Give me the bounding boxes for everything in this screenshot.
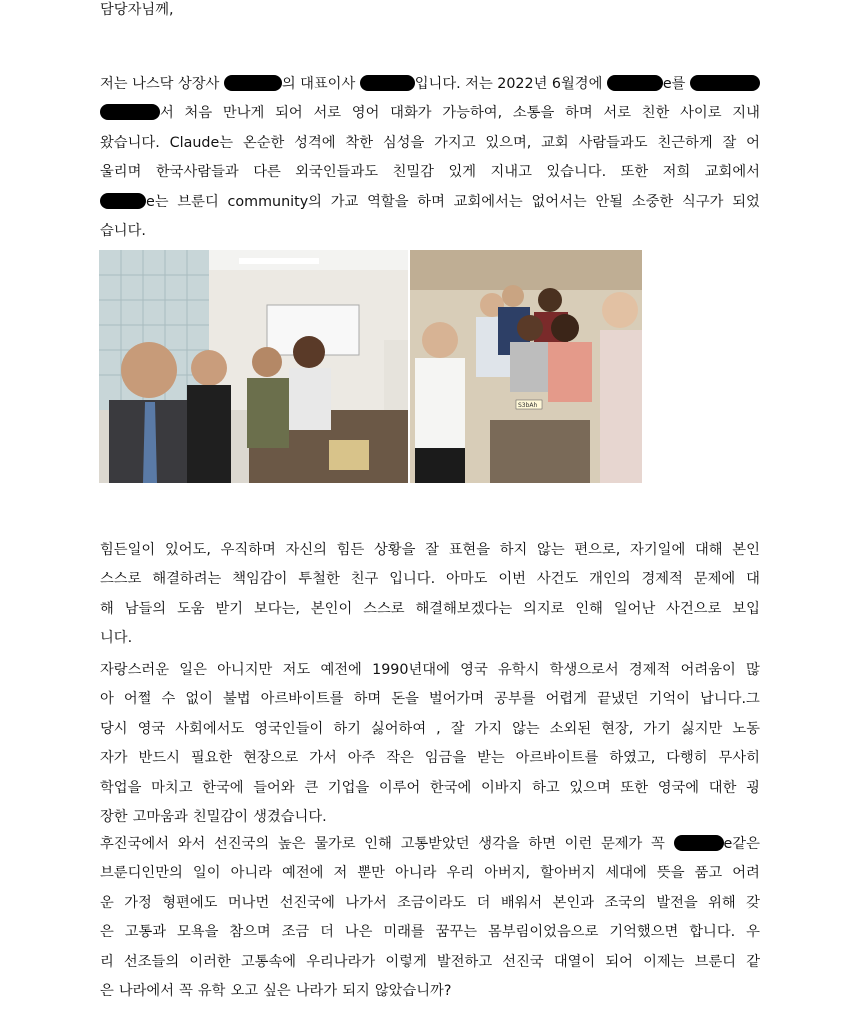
redaction-mark [224,75,282,91]
word: 사회에서도 [175,720,245,737]
table-sign-text: S3bAh [518,402,538,409]
word: 리 [100,953,114,970]
word: 저희 [662,164,691,181]
word: 나라가 [295,983,338,999]
word: 많 [746,662,760,678]
word: 이렇게 [385,953,427,970]
word: 자신의 [285,542,327,558]
word: 지내 [732,105,760,122]
word: 남들의 [124,600,167,617]
word: 하였고, [609,750,656,767]
word: 선진국에 [279,894,335,911]
word: 우직하며 [220,542,276,558]
word: 책임감이 [232,571,288,588]
word: 않는 [512,720,540,737]
word: 표현을 [448,542,491,558]
word: 어 [746,134,760,151]
letter-line [100,952,760,972]
word: 일어난 [613,600,656,617]
word: 대 [746,571,760,588]
word: 생겼습니다. [253,809,327,825]
word: 굉 [746,779,760,796]
word: 형편에도 [162,894,218,911]
letter-line [100,981,760,1001]
word: 온순한 [242,134,285,151]
word: 몸부림이었음으로 [487,924,599,941]
redaction-mark [690,75,760,91]
word: 본인이 [310,600,353,617]
word: 가서 [309,750,337,767]
letter-line [100,192,760,212]
redaction-mark [607,75,663,91]
word: 만나게 [222,105,265,122]
word: 해결해보겠다는 [415,600,513,617]
word: 나라에서 [118,983,175,999]
word: 또한 [620,779,649,796]
word: 조국의 [604,894,646,911]
word: 우리 [446,865,475,882]
word: community의 [227,193,322,210]
word: 작은 [386,750,414,767]
word: 받는 [477,750,505,767]
word: 인해 [575,600,603,617]
letter-line [100,540,760,560]
word: 가능하여, [442,105,503,122]
word: 이런 [564,836,593,852]
word: 친밀감 [392,164,434,181]
word: 은 [100,924,114,941]
word: 지내고 [490,164,532,181]
word: 저는 [465,76,493,92]
word: 조금이라도 [397,894,467,911]
group-photo-left [99,250,408,483]
word: 모욕을 [177,924,219,941]
word: 소중한 [631,193,674,210]
word: 습니다. [100,223,146,239]
word: 은 [100,983,114,999]
word: 영국에 [657,779,700,796]
word: 없어서는 [531,193,587,210]
word: 위해 [708,894,736,911]
word: 싫지만 [680,720,723,737]
word: 대표이사 [300,76,356,92]
letter-line [100,863,760,883]
letter-line [100,599,760,619]
word: 끝냈던 [597,691,639,708]
word: 한국사람들과 [155,164,239,181]
word: e를 [607,74,686,94]
word: 역할을 [367,193,409,210]
word: 예전에 [282,865,324,882]
photo-left-image [99,250,408,483]
word: 선진국 [502,953,544,970]
word: 소외된 [549,720,592,737]
word: 서 [100,103,174,123]
word: 다른 [253,164,281,181]
word: 고통속에 [240,953,297,970]
word: 영국 [137,720,166,737]
letter-line [100,689,760,709]
letter-line [100,103,760,123]
word: 아버지, [484,865,531,882]
word: 가기 [643,720,671,737]
word: 발전을 [656,894,698,911]
redaction-mark [100,104,160,120]
letter-line [100,569,760,589]
word: 꼭 [179,983,193,999]
word: 갖 [746,894,760,911]
letter-line [100,133,760,153]
word: 조금 [281,924,310,941]
letter-line [100,74,760,94]
word: 잘 [425,542,439,558]
word: 와서 [177,836,206,852]
word: 발전하고 [436,953,493,970]
word: 있으며 [569,779,611,796]
word: 싫어하여 [370,720,427,737]
word: 착한 [345,134,374,151]
word: 심성을 [382,134,425,151]
word: 서로 [313,105,342,122]
word: 기업을 [327,779,370,796]
word: 품고 [694,865,723,882]
word: 후진국에서 [100,836,170,852]
word: 학업을 [100,779,142,796]
word: 성격에 [294,134,336,151]
word: 상장사 [177,76,220,92]
word: 되어 [275,105,303,122]
word: 높은 [277,836,306,852]
word: 있으며, [485,134,532,151]
word: 친구 [350,571,379,588]
word: 마치고 [151,779,193,796]
letter-line [100,719,760,739]
letter-line [100,748,760,768]
word: 보다는, [254,600,300,617]
redaction-mark [674,835,724,851]
word: 되어 [605,953,633,970]
word: 꼭 [651,836,665,852]
word: 벌어가며 [428,691,485,708]
word: 가정 [124,894,152,911]
word: 힘든일이 [100,542,156,558]
word: 소통을 [512,105,555,122]
word: 이제는 [643,953,685,970]
letter-line [100,922,760,942]
word: 경제적 [641,571,683,588]
word: 큰 [304,779,319,796]
word: 편으로, [574,542,621,558]
word: 자기일에 [630,542,686,558]
word: 다행히 [666,750,708,767]
word: 자랑스러운 [100,662,170,678]
word: e는 [100,192,169,212]
word: 대열이 [553,953,596,970]
letter-line [100,807,760,827]
letter-line [100,162,760,182]
word: 보입 [732,600,760,617]
word: 되었 [732,193,760,210]
word: 있어도, [164,542,211,558]
word: 아마도 [446,571,488,588]
word: 아르바이트를 [260,691,344,708]
word: 입니다. [360,74,461,94]
word: 선조들의 [123,953,180,970]
word: 힘든 [336,542,365,558]
letter-line [100,221,760,241]
word: 한국에 [429,779,472,796]
word: 본인과 [552,894,595,911]
word: 1990년대에 [372,662,450,678]
word: 우리나라가 [306,953,376,970]
word: 입니다. [389,571,436,588]
word: 받기 [215,600,244,617]
word: 어렵게 [545,691,588,708]
word: 참으며 [229,924,271,941]
word: 친한 [641,105,670,122]
word [690,74,760,94]
word: 투철한 [298,571,340,588]
word: 아니라 [230,865,272,882]
word: 사람들과도 [578,134,648,151]
word: 본인 [732,542,760,558]
word: 노동 [732,720,760,737]
word: 반드시 [138,750,180,767]
word: 해결하려는 [152,571,222,588]
word: 영국인들이 [254,720,324,737]
photo-right-image [410,250,642,483]
word: 처음 [184,105,213,122]
word: 뿐만 [357,865,385,882]
word: 해 [100,600,114,617]
word: Claude는 [169,134,234,151]
word: 교회에서 [704,164,760,181]
word: 기억했으면 [609,924,679,941]
word: 할아버지 [540,865,596,882]
word: 더 [476,894,491,911]
word: 배워서 [500,894,543,911]
word: 가교 [330,193,359,210]
word: 의지로 [523,600,565,617]
word: 아니라 [395,865,437,882]
word: 왔습니다. [100,134,160,151]
word: 또한 [620,164,649,181]
word: 예전에 [320,662,362,678]
word: 도움 [177,600,205,617]
word: 의 [224,74,296,94]
word: 상황을 [373,542,416,558]
word: 가지 [474,720,503,737]
word: 머나먼 [227,894,270,911]
word: 선진국의 [214,836,270,852]
letter-line [100,628,760,648]
word: 납니다.그 [700,691,760,708]
word: 이루어 [378,779,421,796]
word: 없이 [185,691,213,708]
word: 가지고 [434,134,476,151]
word: 고통받았던 [400,836,470,852]
word: 경제적 [628,662,671,678]
word: 있게 [448,164,477,181]
word: 고통과 [124,924,167,941]
word: 개인의 [589,571,631,588]
word: 장한 [100,809,128,825]
greeting: 담당자님께, [100,2,174,18]
word: 사건으로 [666,600,722,617]
word: 더 [320,924,334,941]
redaction-mark [360,75,415,91]
word: 현장으로 [243,750,299,767]
word: 싶은 [263,983,291,999]
word: 임금을 [424,750,467,767]
word: 되지 [342,983,370,999]
word: 식구가 [682,193,724,210]
word: 친밀감이 [192,809,249,825]
word: e같은 [674,834,760,854]
word: 교회에서는 [453,193,523,210]
word: 하지 [499,542,528,558]
word: 현장, [601,720,634,737]
word: 생각을 [478,836,520,852]
word: 서로 [603,105,632,122]
word: 하며 [353,691,382,708]
word: 교회 [541,134,569,151]
word: 공부를 [494,691,536,708]
word: 잘 [722,134,737,151]
word: 아주 [347,750,376,767]
word: 대화가 [390,105,432,122]
word: 당시 [100,720,128,737]
word: 아니지만 [217,662,273,678]
word: 나스닥 [132,76,174,92]
word: 수 [161,691,176,708]
word: 기억이 [648,691,690,708]
word: 일이 [192,865,221,882]
word: 하고 [532,779,560,796]
word: 브룬디 [694,953,737,970]
word: 사건도 [536,571,579,588]
word: 이러한 [189,953,231,970]
word: 울리며 [100,164,142,181]
letter-line [100,778,760,798]
word: 필요한 [190,750,233,767]
word: 니다. [100,630,133,647]
word: 않았습니까? [374,983,452,999]
redaction-mark [100,193,146,209]
letter-line [100,834,760,854]
word: 사이로 [680,105,722,122]
word: 이바지 [481,779,523,796]
word: , [436,720,441,737]
word: 무사히 [718,750,760,767]
word: 같 [746,953,760,970]
word: 나가서 [345,894,387,911]
word: 문제에 [693,571,736,588]
word: 저는 [100,76,128,92]
word: 우 [746,924,760,941]
word: 안될 [595,193,624,210]
letter-line [100,660,760,680]
word: 아 [100,691,114,708]
word: 하며 [565,105,593,122]
word: 어려움이 [680,662,736,678]
word: 이번 [498,571,526,588]
word: 들어와 [253,779,295,796]
word: 않는 [537,542,565,558]
word: 불법 [223,691,251,708]
word: 학생으로서 [549,662,619,678]
word: 6월경에 [551,76,603,92]
word: 오고 [230,983,259,999]
word: 뜻을 [656,865,685,882]
word: 브룬디인만의 [100,865,183,882]
word: 스스로 [363,600,405,617]
word: 운 [100,894,114,911]
word: 2022년 [497,76,548,92]
word: 유학시 [497,662,540,678]
word: 세대에 [605,865,647,882]
word: 자가 [100,750,128,767]
word: 친근하게 [657,134,713,151]
word: 대해 [694,542,723,558]
word: 하며 [417,193,445,210]
word: 나은 [344,924,373,941]
word: 외국인들과도 [295,164,379,181]
word: 영국 [460,662,488,678]
word: 잘 [450,720,465,737]
word: 미래를 [383,924,425,941]
word: 물가로 [314,836,356,852]
word: 저도 [282,662,311,678]
word: 하기 [333,720,361,737]
word: 문제가 [600,836,643,852]
word: 있습니다. [546,164,607,181]
word: 합니다. [689,924,736,941]
word: 어려 [732,865,760,882]
word: 어쩔 [123,691,152,708]
letter-line [100,893,760,913]
word: 영어 [351,105,380,122]
word: 돈을 [391,691,419,708]
group-photo-right [410,250,642,483]
word: 꿈꾸는 [435,924,478,941]
word: 저 [333,865,348,882]
word: 일은 [179,662,207,678]
word: 유학 [197,983,226,999]
word: 한국에 [202,779,244,796]
word: 브룬디 [177,193,219,210]
word: 아르바이트를 [515,750,599,767]
word: 하면 [528,836,556,852]
word: 대한 [708,779,737,796]
word: 스스로 [100,571,142,588]
word: 인해 [364,836,392,852]
word: 고마움과 [132,809,188,825]
